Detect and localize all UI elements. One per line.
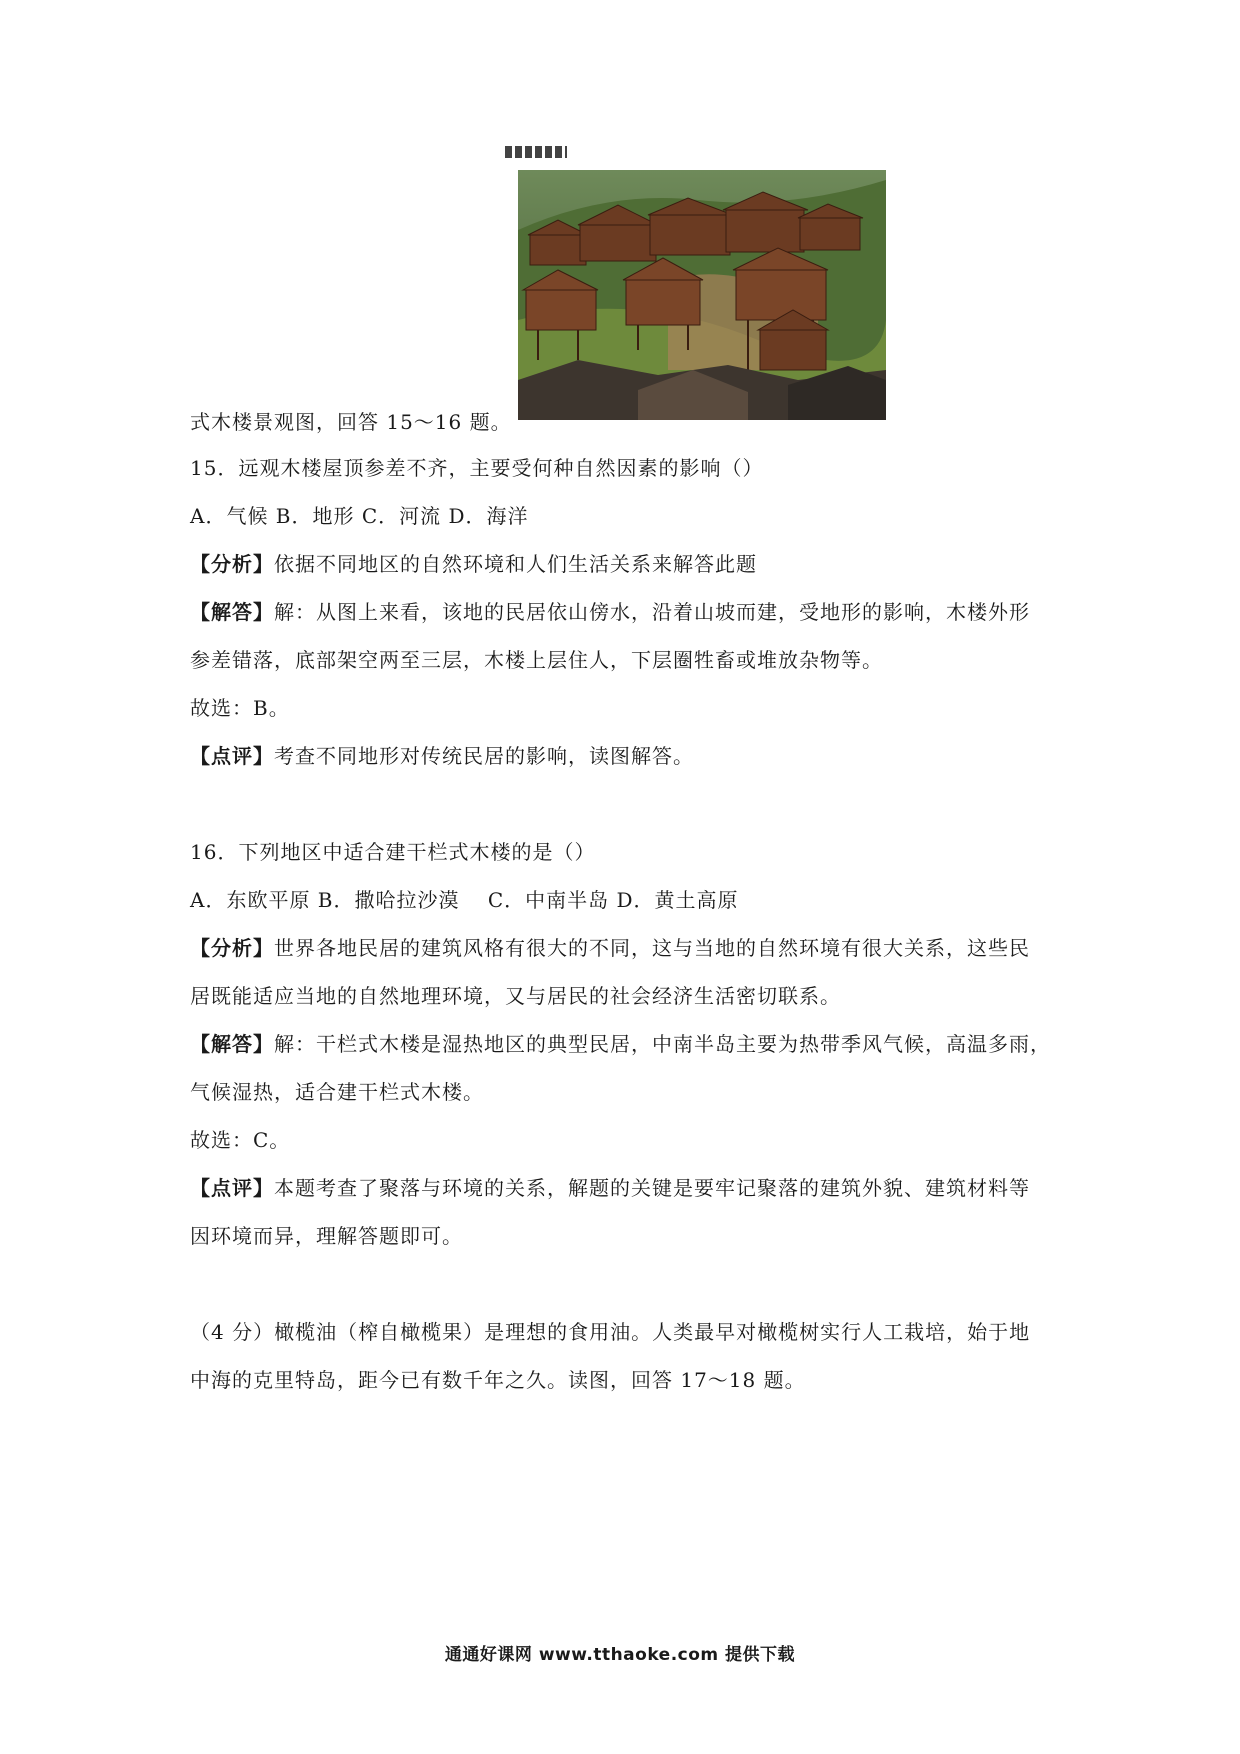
comment-text: 考查不同地形对传统民居的影响，读图解答。 [274,744,694,768]
analysis-tag: 【分析】 [190,552,274,576]
analysis-tag: 【分析】 [190,936,274,960]
q16-comment-line2: 因环境而异，理解答题即可。 [190,1224,463,1248]
q16-analysis-line2: 居既能适应当地的自然地理环境，又与居民的社会经济生活密切联系。 [190,984,841,1008]
q16-comment-line1 [190,1174,1030,1202]
q16-choice: 故选：C。 [190,1128,291,1152]
comment-tag: 【点评】 [190,744,274,768]
q15-answer-line2: 参差错落，底部架空两至三层，木楼上层住人，下层圈牲畜或堆放杂物等。 [190,648,883,672]
analysis-text: 依据不同地区的自然环境和人们生活关系来解答此题 [274,552,757,576]
page-footer: 通通好课网 www.tthaoke.com 提供下载 [444,1645,796,1665]
q16-options: A．东欧平原 B．撒哈拉沙漠 C．中南半岛 D．黄土高原 [190,888,739,912]
answer-tag: 【解答】 [190,600,274,624]
answer-text: 解：从图上来看，该地的民居依山傍水，沿着山坡而建，受地形的影响，木楼外形 [274,600,1030,624]
cropped-caption-fragment [505,146,567,158]
analysis-text: 世界各地民居的建筑风格有很大的不同，这与当地的自然环境有很大关系，这些民 [274,936,1030,960]
q15-comment [190,742,694,770]
q15-options: A．气候 B．地形 C．河流 D．海洋 [190,504,529,528]
comment-text: 本题考查了聚落与环境的关系，解题的关键是要牢记聚落的建筑外貌、建筑材料等 [274,1176,1030,1200]
stilt-house-village-photo [518,170,886,420]
q16-answer-line1 [190,1030,1051,1058]
next-intro-line2: 中海的克里特岛，距今已有数千年之久。读图，回答 17～18 题。 [190,1368,806,1392]
q16-answer-line2: 气候湿热，适合建干栏式木楼。 [190,1080,484,1104]
comment-tag: 【点评】 [190,1176,274,1200]
answer-tag: 【解答】 [190,1032,274,1056]
q15-stem: 15．远观木楼屋顶参差不齐，主要受何种自然因素的影响（） [190,456,764,480]
intro-tail: 式木楼景观图，回答 15～16 题。 [190,410,512,434]
q15-answer-line1 [190,598,1030,626]
next-intro-line1: （4 分）橄榄油（榨自橄榄果）是理想的食用油。人类最早对橄榄树实行人工栽培，始于地 [190,1320,1031,1344]
q15-choice: 故选：B。 [190,696,290,720]
q15-analysis [190,550,757,578]
q16-analysis-line1 [190,934,1030,962]
q16-stem: 16．下列地区中适合建干栏式木楼的是（） [190,840,596,864]
answer-text: 解：干栏式木楼是湿热地区的典型民居，中南半岛主要为热带季风气候，高温多雨， [274,1032,1051,1056]
